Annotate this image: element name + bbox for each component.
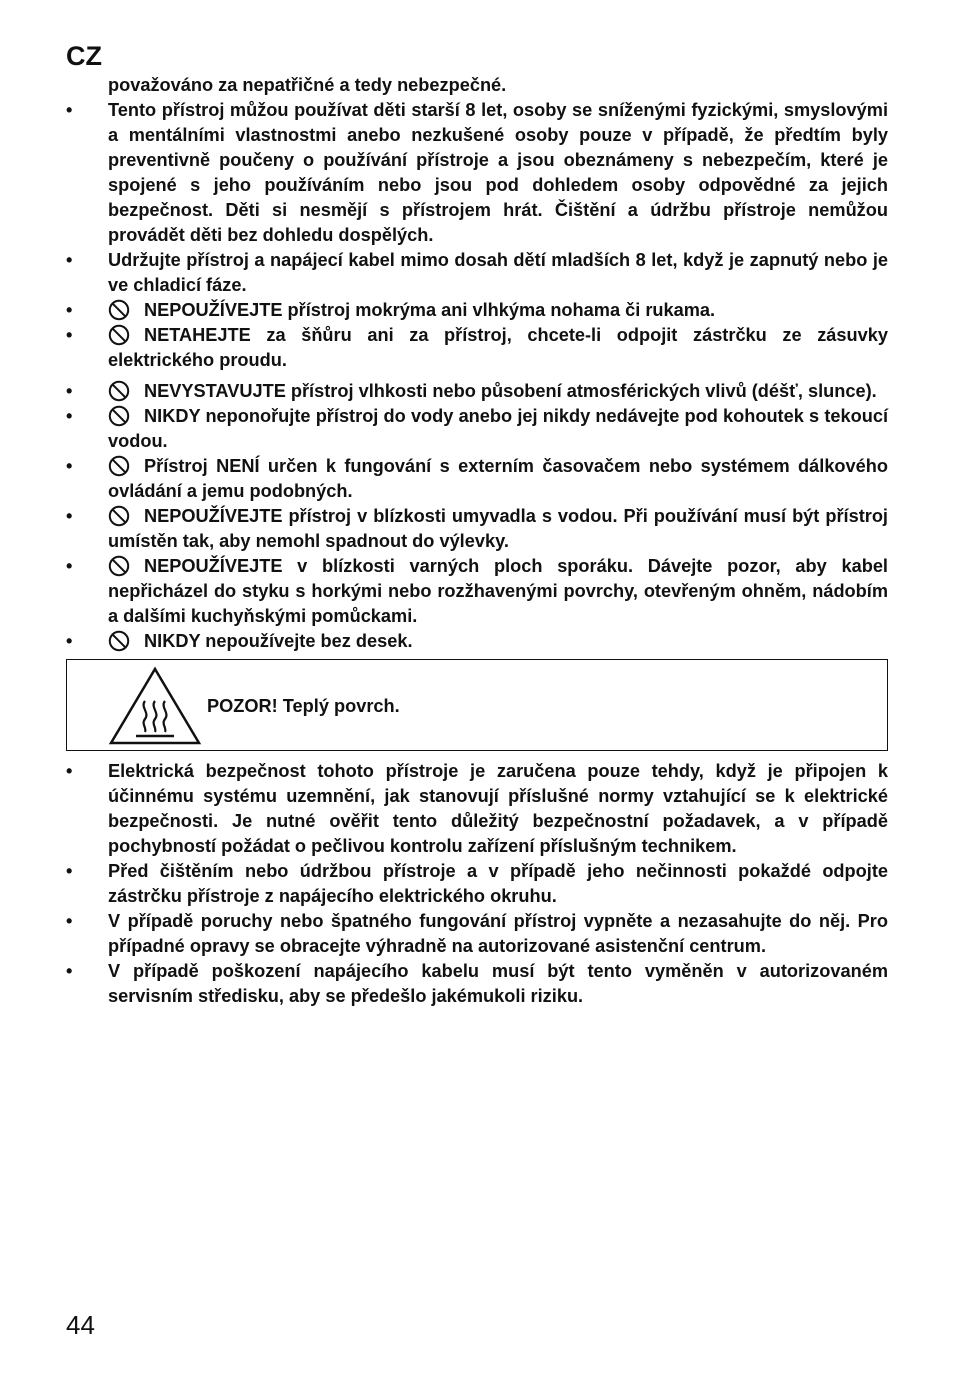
safety-item-text: NEPOUŽÍVEJTE v blízkosti varných ploch sporáku. Dávejte pozor, aby kabel nepřicházel do styku s horkými nebo rozžhavenými povrchy, otevřeným ohněm, nádobím a dalšími kuchyňskými pomůckami.	[108, 556, 888, 626]
page-content	[66, 73, 888, 1009]
prohibited-icon	[108, 299, 130, 321]
bullet-marker: •	[66, 406, 73, 426]
prohibited-icon	[108, 405, 130, 427]
prohibited-icon	[108, 380, 130, 402]
bullet-marker: •	[66, 961, 73, 981]
bullet-marker: •	[66, 456, 73, 476]
prohibited-icon	[108, 555, 130, 577]
language-code: CZ	[66, 41, 102, 71]
bullet-marker: •	[66, 506, 73, 526]
safety-item	[66, 323, 888, 373]
safety-item-text: NETAHEJTE za šňůru ani za přístroj, chcete-li odpojit zástrčku ze zásuvky elektrického proudu.	[108, 325, 888, 370]
prohibited-icon	[108, 324, 130, 346]
electrical-safety-item-text: V případě poruchy nebo špatného fungování přístroj vypněte a nezasahujte do něj. Pro případné opravy se obracejte výhradně na autorizované asistenční centrum.	[108, 911, 888, 956]
bullet-marker: •	[66, 631, 73, 651]
hot-surface-warning-icon	[107, 666, 203, 746]
safety-item	[66, 554, 888, 629]
bullet-marker: •	[66, 100, 73, 120]
intro-text: považováno za nepatřičné a tedy nebezpečné.	[108, 75, 507, 95]
electrical-safety-item-text: V případě poškození napájecího kabelu musí být tento vyměněn v autorizovaném servisním středisku, aby se předešlo jakémukoli riziku.	[108, 961, 888, 1006]
safety-item	[66, 629, 888, 654]
electrical-safety-item	[66, 909, 888, 959]
safety-item	[66, 379, 888, 404]
safety-item-text: Přístroj NENÍ určen k fungování s externím časovačem nebo systémem dálkového ovládání a jemu podobných.	[108, 456, 888, 501]
safety-item	[66, 98, 888, 248]
page-number: 44	[66, 1310, 95, 1340]
safety-item	[66, 404, 888, 454]
electrical-safety-item	[66, 759, 888, 859]
bullet-marker: •	[66, 300, 73, 320]
bullet-marker: •	[66, 861, 73, 881]
safety-item-text: NIKDY neponořujte přístroj do vody anebo jej nikdy nedávejte pod kohoutek s tekoucí vodou.	[108, 406, 888, 451]
bullet-marker: •	[66, 325, 73, 345]
safety-list-bottom	[66, 759, 888, 1009]
electrical-safety-item-text: Elektrická bezpečnost tohoto přístroje je zaručena pouze tehdy, když je připojen k účinnému systému uzemnění, jak stanovují příslušné normy vztahující se k elektrické bezpečnosti. Je nutné ověřit tento důležitý bezpečnostní požadavek, a v případě pochybností požádat o pečlivou kontrolu zařízení příslušným technikem.	[108, 761, 888, 856]
bullet-marker: •	[66, 250, 73, 270]
prohibited-icon	[108, 505, 130, 527]
safety-item-text: NEPOUŽÍVEJTE přístroj v blízkosti umyvadla s vodou. Při používání musí být přístroj umístěn tak, aby nemohl spadnout do výlevky.	[108, 506, 888, 551]
electrical-safety-item	[66, 859, 888, 909]
safety-item-text: Udržujte přístroj a napájecí kabel mimo dosah dětí mladších 8 let, když je zapnutý nebo je ve chladicí fáze.	[108, 250, 888, 295]
safety-item-text: NEVYSTAVUJTE přístroj vlhkosti nebo působení atmosférických vlivů (déšť, slunce).	[144, 381, 877, 401]
safety-item-text: NEPOUŽÍVEJTE přístroj mokrýma ani vlhkýma nohama či rukama.	[144, 300, 716, 320]
bullet-marker: •	[66, 761, 73, 781]
safety-item	[66, 454, 888, 504]
warning-text: POZOR! Teplý povrch.	[207, 696, 400, 716]
safety-item	[66, 248, 888, 298]
prohibited-icon	[108, 455, 130, 477]
bullet-marker: •	[66, 381, 73, 401]
prohibited-icon	[108, 630, 130, 652]
safety-item-text: Tento přístroj můžou používat děti starší 8 let, osoby se sníženými fyzickými, smyslovými a mentálními vlastnostmi anebo nezkušené osoby pouze v případě, že předtím byly preventivně poučeny o používání přístroje a jsou obeznámeny s nebezpečím, které je spojené s jeho používáním nebo jsou pod dohledem osoby odpovědné za jejich bezpečnost. Děti si nesmějí s přístrojem hrát. Čištění a údržbu přístroje nemůžou provádět děti bez dohledu dospělých.	[108, 100, 888, 245]
warning-box	[66, 659, 888, 751]
bullet-marker: •	[66, 556, 73, 576]
safety-list-top	[66, 98, 888, 654]
electrical-safety-item-text: Před čištěním nebo údržbou přístroje a v případě jeho nečinnosti pokaždé odpojte zástrčku přístroje z napájecího elektrického okruhu.	[108, 861, 888, 906]
electrical-safety-item	[66, 959, 888, 1009]
bullet-marker: •	[66, 911, 73, 931]
safety-item-text: NIKDY nepoužívejte bez desek.	[144, 631, 413, 651]
safety-item	[66, 504, 888, 554]
safety-item	[66, 298, 888, 323]
